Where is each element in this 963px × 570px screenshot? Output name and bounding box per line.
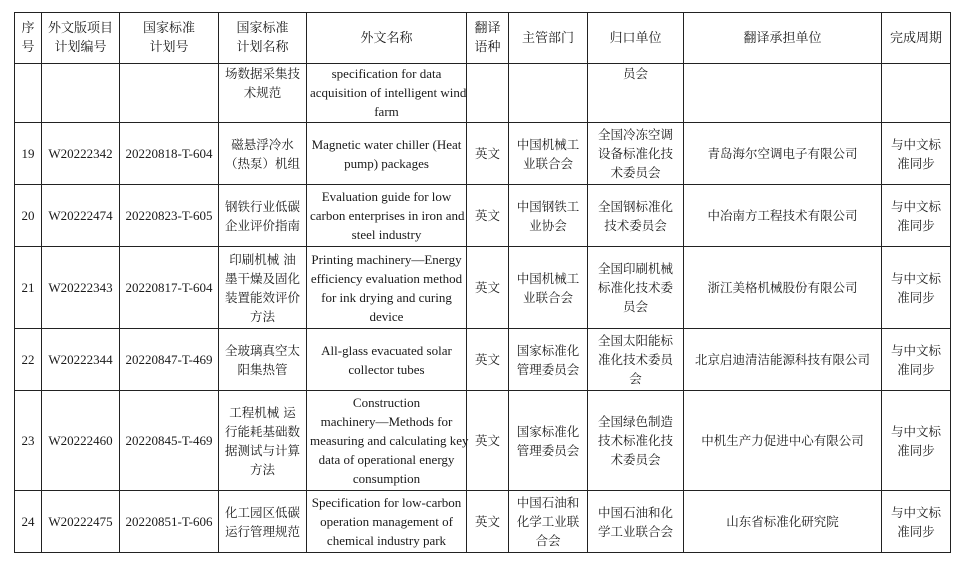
cell-line: 准化技术委员 [597, 352, 673, 367]
department-cell [509, 185, 588, 247]
header-national-plan-name [219, 13, 307, 64]
cell-line: 方法 [249, 308, 275, 324]
cycle-cell [882, 185, 951, 247]
cell-line: 中国钢铁工 [516, 198, 580, 214]
cell-line: Specification for low-carbon [311, 495, 462, 510]
national-plan-no-cell [120, 64, 219, 123]
table-row [15, 64, 951, 123]
cell-line: 与中文标 [890, 270, 941, 286]
cell-line: 与中文标 [890, 136, 941, 152]
cell-line: 员会 [622, 299, 648, 314]
cell-line: 化学工业联 [516, 514, 580, 529]
language-cell: 英文 [467, 185, 509, 247]
table-row [15, 185, 951, 247]
foreign-plan-no-cell: W20222344 [42, 329, 120, 391]
cell-line: 国家标准 [142, 21, 195, 36]
language-cell: 英文 [467, 247, 509, 329]
foreign-plan-no-cell: W20222343 [42, 247, 120, 329]
language-cell: 英文 [467, 329, 509, 391]
cell-line: specification for data [331, 66, 442, 81]
cell-line: 语种 [474, 40, 501, 55]
cell-line: measuring and calculating key [310, 433, 469, 448]
cell-line: 国家标准 [236, 21, 289, 36]
national-plan-name-cell [219, 491, 307, 553]
translator-cell: 北京启迪清洁能源科技有限公司 [684, 329, 882, 391]
cell-line: 术委员会 [610, 452, 661, 467]
unit-cell [588, 329, 684, 391]
language-cell: 英文 [467, 391, 509, 491]
seq-cell: 24 [15, 491, 42, 553]
cell-line: 外文名称 [360, 30, 413, 46]
cell-line: 术委员会 [610, 165, 661, 180]
unit-cell [588, 185, 684, 247]
cell-line: 主管部门 [521, 30, 574, 46]
cycle-cell [882, 64, 951, 123]
cell-line: 全国印刷机械 [597, 261, 673, 276]
unit-cell [588, 64, 684, 123]
header-foreign-plan-no [42, 13, 120, 64]
national-plan-name-cell [219, 247, 307, 329]
cell-line: device [369, 308, 404, 324]
cell-line: 员会 [622, 66, 648, 81]
cell-line: 计划名称 [236, 40, 289, 55]
cell-line: consumption [352, 471, 421, 486]
foreign-name-cell [307, 491, 467, 553]
cell-line: 外文版项目 [47, 21, 113, 36]
cell-line: 中国机械工 [516, 136, 580, 152]
cycle-cell [882, 247, 951, 329]
cell-line: 与中文标 [890, 198, 941, 214]
cell-line: Construction [352, 395, 421, 410]
unit-cell [588, 123, 684, 185]
national-plan-no-cell: 20220817-T-604 [120, 247, 219, 329]
cell-line: 准同步 [897, 442, 935, 458]
translator-cell: 浙江美格机械股份有限公司 [684, 247, 882, 329]
cell-line: 合会 [535, 533, 561, 548]
seq-cell: 19 [15, 123, 42, 185]
cell-line: 阳集热管 [237, 361, 288, 377]
cell-line: 中国石油和 [516, 495, 580, 510]
standards-table [14, 12, 951, 553]
cell-line: 计划号 [149, 40, 189, 55]
translator-cell: 青岛海尔空调电子有限公司 [684, 123, 882, 185]
unit-cell [588, 247, 684, 329]
department-cell [509, 391, 588, 491]
cell-line: 准同步 [897, 217, 935, 233]
cell-line: collector tubes [348, 361, 425, 377]
translator-cell: 中机生产力促进中心有限公司 [684, 391, 882, 491]
table-row [15, 391, 951, 491]
cell-line: Evaluation guide for low [321, 189, 452, 204]
header-language [467, 13, 509, 64]
cell-line: acquisition of intelligent wind [310, 85, 467, 100]
cell-line: 完成周期 [889, 30, 942, 46]
foreign-plan-no-cell: W20222342 [42, 123, 120, 185]
cell-line: efficiency evaluation method [310, 270, 463, 286]
cell-line: 准同步 [897, 361, 935, 377]
national-plan-name-cell [219, 391, 307, 491]
translator-cell: 中冶南方工程技术有限公司 [684, 185, 882, 247]
cell-line: 工程机械 运 [229, 404, 296, 420]
department-cell [509, 123, 588, 185]
national-plan-name-cell [219, 329, 307, 391]
cell-line: 运行管理规范 [224, 523, 300, 539]
unit-cell [588, 491, 684, 553]
foreign-plan-no-cell: W20222475 [42, 491, 120, 553]
cell-line: for ink drying and curing [321, 289, 452, 305]
cell-line: 业联合会 [522, 155, 573, 171]
foreign-name-cell [307, 329, 467, 391]
cell-line: Magnetic water chiller (Heat [311, 136, 462, 152]
cell-line: 与中文标 [890, 342, 941, 358]
department-cell [509, 247, 588, 329]
cell-line: 管理委员会 [516, 361, 580, 377]
cell-line: 计划编号 [54, 40, 107, 55]
table-row [15, 491, 951, 553]
header-row [15, 13, 951, 64]
cell-line: machinery—Methods for [320, 414, 453, 429]
cell-line: 墨干燥及固化 [224, 270, 300, 286]
header-cycle [882, 13, 951, 64]
header-department [509, 13, 588, 64]
cell-line: farm [374, 104, 399, 119]
national-plan-no-cell: 20220851-T-606 [120, 491, 219, 553]
foreign-plan-no-cell: W20222474 [42, 185, 120, 247]
cell-line: data of operational energy [318, 452, 455, 467]
cell-line: 准同步 [897, 155, 935, 171]
table-row [15, 329, 951, 391]
cell-line: chemical industry park [326, 533, 447, 548]
seq-cell: 20 [15, 185, 42, 247]
national-plan-no-cell: 20220823-T-605 [120, 185, 219, 247]
header-national-plan-no [120, 13, 219, 64]
national-plan-no-cell: 20220847-T-469 [120, 329, 219, 391]
cycle-cell [882, 491, 951, 553]
national-plan-no-cell: 20220845-T-469 [120, 391, 219, 491]
cell-line: 全玻璃真空太 [224, 342, 300, 358]
cell-line: 管理委员会 [516, 442, 580, 458]
cell-line: 国家标准化 [516, 342, 580, 358]
cell-line: 中国石油和化 [597, 504, 673, 520]
cell-line: carbon enterprises in iron and [310, 208, 465, 223]
cell-line: 与中文标 [890, 504, 941, 520]
department-cell [509, 64, 588, 123]
seq-cell: 21 [15, 247, 42, 329]
cell-line: 印刷机械 油 [229, 251, 296, 267]
foreign-name-cell [307, 123, 467, 185]
cell-line: 全国钢标准化 [597, 198, 673, 214]
cell-line: 场数据采集技 [224, 66, 300, 81]
header-foreign-name [307, 13, 467, 64]
language-cell [467, 64, 509, 123]
national-plan-name-cell [219, 123, 307, 185]
foreign-name-cell [307, 247, 467, 329]
cell-line: 钢铁行业低碳 [224, 198, 300, 214]
language-cell: 英文 [467, 123, 509, 185]
cell-line: 业联合会 [522, 289, 573, 305]
cell-line: 中国机械工 [516, 270, 580, 286]
cell-line: 学工业联合会 [597, 523, 673, 539]
foreign-name-cell [307, 391, 467, 491]
foreign-name-cell [307, 64, 467, 123]
cell-line: 号 [21, 40, 35, 55]
cell-line: 全国绿色制造 [597, 414, 673, 429]
cell-line: pump) packages [344, 155, 429, 171]
cell-line: 准同步 [897, 523, 935, 539]
cell-line: 装置能效评价 [224, 289, 300, 305]
cell-line: 设备标准化技 [597, 146, 673, 161]
cell-line: 技术标准化技 [597, 433, 673, 448]
table-row [15, 123, 951, 185]
national-plan-name-cell [219, 64, 307, 123]
seq-cell: 23 [15, 391, 42, 491]
cell-line: 序 [21, 21, 35, 36]
national-plan-no-cell: 20220818-T-604 [120, 123, 219, 185]
seq-cell [15, 64, 42, 123]
language-cell: 英文 [467, 491, 509, 553]
cell-line: 技术委员会 [604, 217, 667, 233]
translator-cell [684, 64, 882, 123]
header-unit [588, 13, 684, 64]
cell-line: steel industry [351, 227, 422, 242]
cell-line: 行能耗基础数 [224, 423, 300, 439]
cell-line: operation management of [320, 514, 453, 529]
table-row [15, 247, 951, 329]
cell-line: 磁悬浮冷水 [231, 136, 294, 152]
cell-line: 翻译 [474, 21, 501, 36]
cell-line: 翻译承担单位 [743, 30, 822, 46]
department-cell [509, 329, 588, 391]
cell-line: 会 [629, 371, 642, 386]
cell-line: Printing machinery—Energy [311, 251, 462, 267]
foreign-plan-no-cell [42, 64, 120, 123]
national-plan-name-cell [219, 185, 307, 247]
cell-line: 国家标准化 [516, 423, 580, 439]
unit-cell [588, 391, 684, 491]
cell-line: 全国冷冻空调 [597, 127, 673, 142]
header-translator [684, 13, 882, 64]
cell-line: 化工园区低碳 [224, 504, 300, 520]
cell-line: （热泵）机组 [224, 155, 300, 171]
cell-line: 据测试与计算 [224, 442, 300, 458]
cell-line: 与中文标 [890, 423, 941, 439]
cell-line: 标准化技术委 [597, 280, 673, 295]
cell-line: All-glass evacuated solar [321, 342, 452, 358]
header-seq [15, 13, 42, 64]
cycle-cell [882, 391, 951, 491]
cycle-cell [882, 329, 951, 391]
foreign-plan-no-cell: W20222460 [42, 391, 120, 491]
cell-line: 术规范 [243, 85, 282, 100]
cell-line: 全国太阳能标 [597, 333, 673, 348]
translator-cell: 山东省标准化研究院 [684, 491, 882, 553]
cell-line: 准同步 [897, 289, 935, 305]
seq-cell: 22 [15, 329, 42, 391]
cell-line: 企业评价指南 [224, 217, 300, 233]
cell-line: 方法 [249, 461, 275, 477]
department-cell [509, 491, 588, 553]
cell-line: 归口单位 [609, 30, 662, 46]
foreign-name-cell [307, 185, 467, 247]
cycle-cell [882, 123, 951, 185]
cell-line: 业协会 [529, 217, 567, 233]
